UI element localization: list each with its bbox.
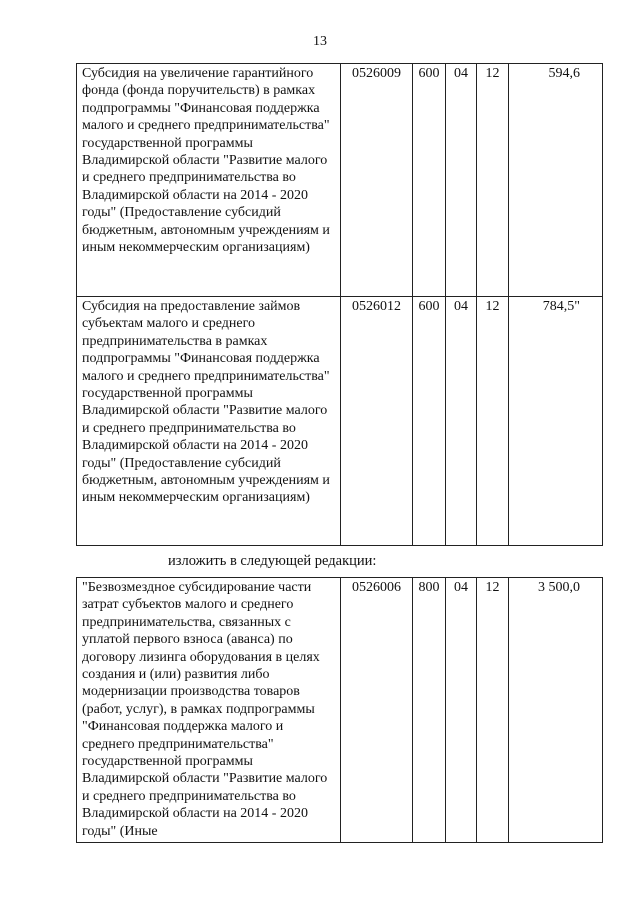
row-expense-type: 600 xyxy=(413,64,446,297)
row-target-code: 0526009 xyxy=(341,64,413,297)
row-section: 04 xyxy=(446,64,477,297)
table-row xyxy=(77,578,603,843)
row-target-code: 0526012 xyxy=(341,297,413,546)
table-row xyxy=(77,297,603,546)
page-number: 13 xyxy=(313,34,327,49)
row-subsection: 12 xyxy=(477,578,509,843)
row-amount: 784,5" xyxy=(509,297,603,546)
row-expense-type: 600 xyxy=(413,297,446,546)
row-amount: 3 500,0 xyxy=(509,578,603,843)
row-section: 04 xyxy=(446,297,477,546)
row-description: "Безвозмездное субсидирование части затрат субъектов малого и среднего предпринимательства, связанных с уплатой первого взноса (аванса) по договору лизинга оборудования в целях создания и (или) развития либо модернизации производства товаров (работ, услуг), в рамках подпрограммы "Финансовая поддержка малого и среднего предпринимательства" государственной программы Владимирской области "Развитие малого и среднего предпринимательства во Владимирской области на 2014 - 2020 годы" (Иные xyxy=(77,578,341,843)
row-subsection: 12 xyxy=(477,297,509,546)
row-description: Субсидия на предоставление займов субъектам малого и среднего предпринимательства в рамках подпрограммы "Финансовая поддержка малого и среднего предпринимательства" государственной программы Владимирской области "Развитие малого и среднего предпринимательства во Владимирской области на 2014 - 2020 годы" (Предоставление субсидий бюджетным, автономным учреждениям и иным некоммерческим организациям) xyxy=(77,297,341,546)
budget-table-new xyxy=(76,577,603,843)
row-subsection: 12 xyxy=(477,64,509,297)
row-amount: 594,6 xyxy=(509,64,603,297)
row-target-code: 0526006 xyxy=(341,578,413,843)
table-row xyxy=(77,64,603,297)
row-section: 04 xyxy=(446,578,477,843)
budget-table-old xyxy=(76,63,603,546)
row-expense-type: 800 xyxy=(413,578,446,843)
row-description: Субсидия на увеличение гарантийного фонда (фонда поручительств) в рамках подпрограммы "Финансовая поддержка малого и среднего предпринимательства" государственной программы Владимирской области "Развитие малого и среднего предпринимательства во Владимирской области на 2014 - 2020 годы" (Предоставление субсидий бюджетным, автономным учреждениям и иным некоммерческим организациям) xyxy=(77,64,341,297)
amendment-caption: изложить в следующей редакции: xyxy=(168,553,377,569)
